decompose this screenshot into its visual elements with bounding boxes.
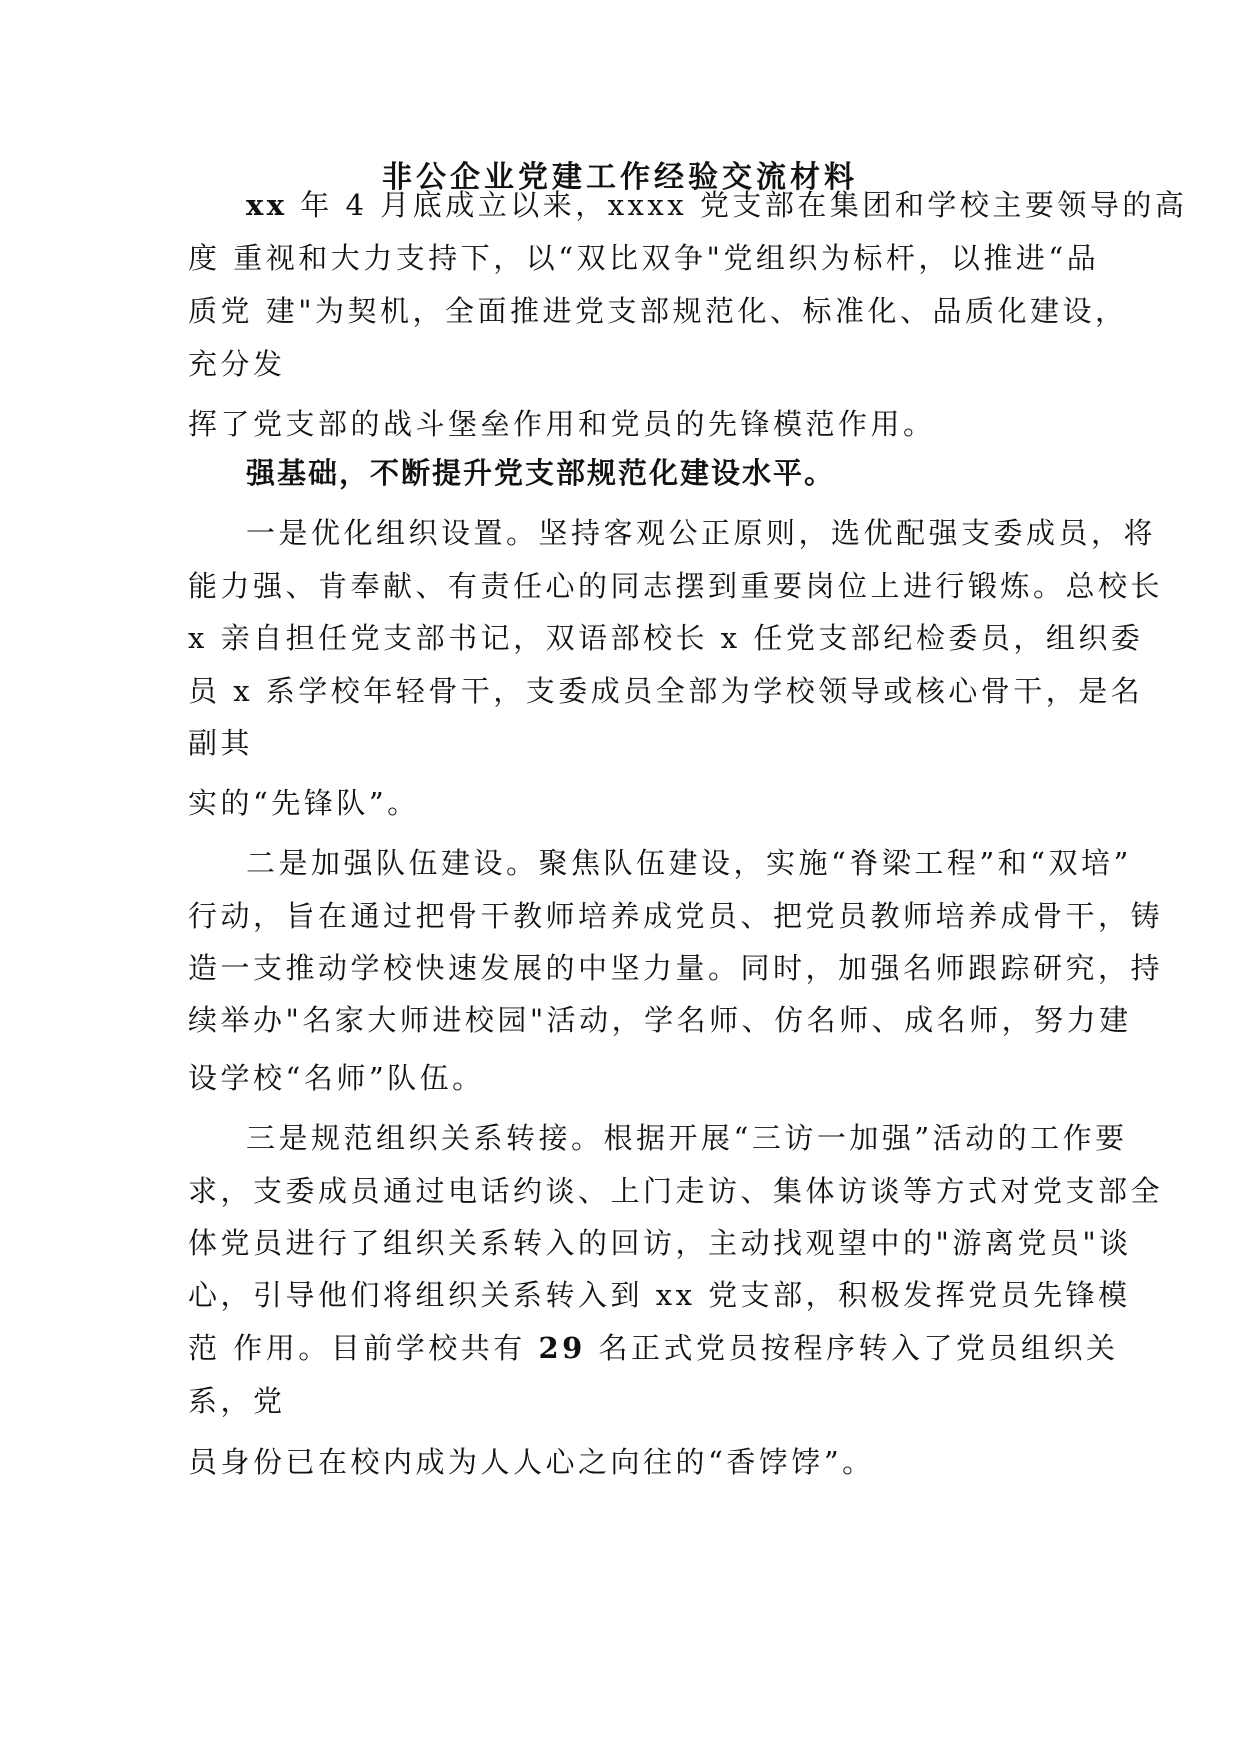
para3-line-2: 求，支委成员通过电话约谈、上门走访、集体访谈等方式对党支部全 (188, 1174, 1164, 1208)
intro-year: xx (246, 188, 288, 222)
para3-text: 名正式党员按程序转入了党员组织关 (585, 1331, 1119, 1365)
para3-line-6: 系，党 (188, 1384, 286, 1418)
para3-text: 范 作用。目前学校共有 (188, 1331, 539, 1365)
member-count: 29 (538, 1331, 586, 1365)
para3-line-5 (188, 1328, 1119, 1368)
para3-line-4: 心，引导他们将组织关系转入到 xx 党支部，积极发挥党员先锋模 (188, 1278, 1131, 1312)
intro-line-4: 充分发 (188, 347, 286, 381)
section-heading: 强基础，不断提升党支部规范化建设水平。 (246, 456, 836, 490)
para1-line-6: 实的“先锋队”。 (188, 786, 420, 820)
intro-org: xxxx (607, 188, 688, 222)
intro-text: 年 4 月底成立以来， (287, 188, 608, 222)
para2-line-3: 造一支推动学校快速发展的中坚力量。同时，加强名师跟踪研究，持 (188, 951, 1164, 985)
para1-line-1: 一是优化组织设置。坚持客观公正原则，选优配强支委成员，将 (246, 516, 1157, 550)
para2-line-4: 续举办"名家大师进校园"活动，学名师、仿名师、成名师，努力建 (188, 1003, 1132, 1037)
para3-line-1: 三是规范组织关系转接。根据开展“三访一加强”活动的工作要 (246, 1121, 1128, 1155)
para1-line-4: 员 x 系学校年轻骨干，支委成员全部为学校领导或核心骨干，是名 (188, 674, 1144, 708)
intro-line-2: 度 重视和大力支持下，以“双比双争"党组织为标杆，以推进“品 (188, 241, 1100, 275)
para2-line-5: 设学校“名师”队伍。 (188, 1061, 485, 1095)
intro-line-1 (246, 185, 1187, 225)
para1-line-3: x 亲自担任党支部书记，双语部校长 x 任党支部纪检委员，组织委 (188, 621, 1144, 655)
document-title: 非公企业党建工作经验交流材料 (382, 160, 858, 195)
intro-line-3: 质党 建"为契机，全面推进党支部规范化、标准化、品质化建设， (188, 294, 1128, 328)
para3-line-7: 员身份已在校内成为人人心之向往的“香饽饽”。 (188, 1445, 875, 1479)
intro-text: 党支部在集团和学校主要领导的高 (687, 188, 1188, 222)
para3-line-3: 体党员进行了组织关系转入的回访，主动找观望中的"游离党员"谈 (188, 1226, 1132, 1260)
para2-line-1: 二是加强队伍建设。聚焦队伍建设，实施“脊梁工程”和“双培” (246, 846, 1132, 880)
para1-line-2: 能力强、肯奉献、有责任心的同志摆到重要岗位上进行锻炼。总校长 (188, 569, 1164, 603)
para1-line-5: 副其 (188, 726, 254, 760)
intro-line-5: 挥了党支部的战斗堡垒作用和党员的先锋模范作用。 (188, 407, 936, 441)
para2-line-2: 行动，旨在通过把骨干教师培养成党员、把党员教师培养成骨干，铸 (188, 899, 1164, 933)
